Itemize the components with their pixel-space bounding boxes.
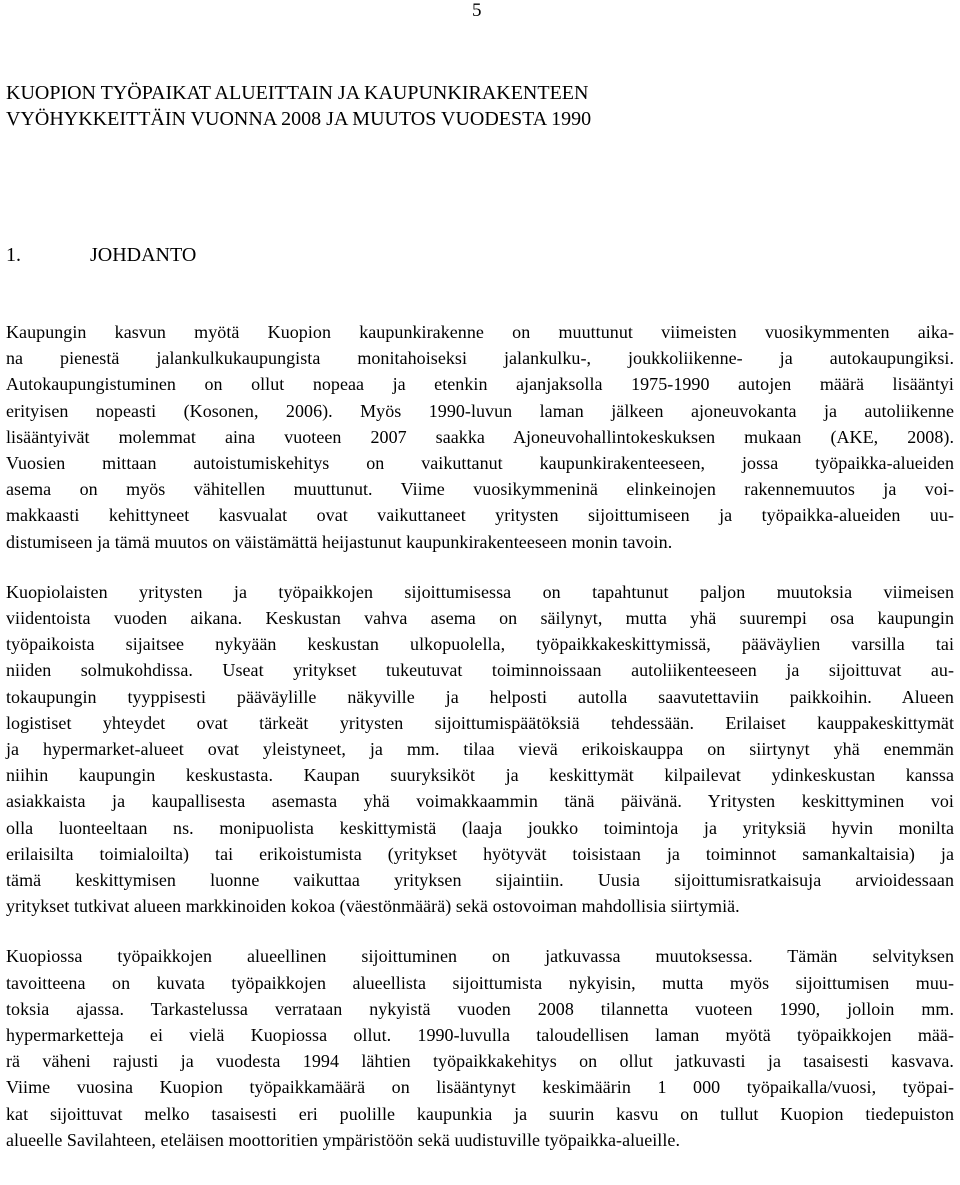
text-line: erilaisilta toimialoilta) tai erikoistumista (yritykset hyötyvät toisistaan ja toiminnot samankaltaisia) ja <box>6 843 954 864</box>
document-title <box>6 80 926 132</box>
text-line: toksia ajassa. Tarkastelussa verrataan nykyistä vuoden 2008 tilannetta vuoteen 1990, jolloin mm. <box>6 998 954 1019</box>
text-line: Viime vuosina Kuopion työpaikkamäärä on lisääntynyt keskimäärin 1 000 työpaikalla/vuosi, työpai- <box>6 1077 954 1098</box>
text-line: Kaupungin kasvun myötä Kuopion kaupunkirakenne on muuttunut viimeisten vuosikymmenten aika- <box>6 322 954 342</box>
text-line: makkaasti kehittyneet kasvualat ovat vaikuttaneet yritysten sijoittumiseen ja työpaikka-alueiden uu- <box>6 505 954 526</box>
text-line: lisääntyivät molemmat aina vuoteen 2007 saakka Ajoneuvohallintokeskuksen mukaan (AKE, 2008). <box>6 426 954 447</box>
text-line: kat sijoittuvat melko tasaisesti eri puolille kaupunkia ja suurin kasvu on tullut Kuopion tiedepuiston <box>6 1103 954 1124</box>
text-line: niiden solmukohdissa. Useat yritykset tukeutuvat toiminnoissaan autoliikenteeseen ja sijoittuvat au- <box>6 660 954 681</box>
text-line: distumiseen ja tämä muutos on väistämättä heijastunut kaupunkirakenteeseen monin tavoin. <box>6 531 673 552</box>
text-line: hypermarketteja ei vielä Kuopiossa ollut. 1990-luvulla taloudellisen laman myötä työpaikkojen mää- <box>6 1025 954 1046</box>
section-heading <box>6 242 196 268</box>
paragraph-1 <box>6 319 954 555</box>
text-line: asema on myös vähitellen muuttunut. Viime vuosikymmeninä elinkeinojen rakennemuutos ja voi- <box>6 479 954 500</box>
text-line: viidentoista vuoden aikana. Keskustan vahva asema on säilynyt, mutta yhä suurempi osa kaupungin <box>6 608 954 629</box>
text-line: Kuopiolaisten yritysten ja työpaikkojen sijoittumisessa on tapahtunut paljon muutoksia viimeisen <box>6 581 954 602</box>
text-line: asiakkaista ja kaupallisesta asemasta yhä voimakkaammin tänä päivänä. Yritysten keskittyminen voi <box>6 791 954 812</box>
text-line: tavoitteena on kuvata työpaikkojen alueellista sijoittumista nykyisin, mutta myös sijoittumisen muu- <box>6 972 954 993</box>
text-line: erityisen nopeasti (Kosonen, 2006). Myös 1990-luvun laman jälkeen ajoneuvokanta ja autoliikenne <box>6 400 954 421</box>
text-line: logistiset yhteydet ovat tärkeät yritysten sijoittumispäätöksiä tehdessään. Erilaiset kauppakeskittymät <box>6 712 954 733</box>
text-line: alueelle Savilahteen, eteläisen moottoritien ympäristöön sekä uudistuville työpaikka-alueille. <box>6 1129 681 1150</box>
text-line: Vuosien mittaan autoistumiskehitys on vaikuttanut kaupunkirakenteeseen, jossa työpaikka-alueiden <box>6 453 954 474</box>
text-line: tokaupungin tyyppisesti pääväylille näkyville ja helposti autolla saavutettaviin paikkoihin. Alueen <box>6 686 954 707</box>
text-line: Autokaupungistuminen on ollut nopeaa ja etenkin ajanjaksolla 1975-1990 autojen määrä lisääntyi <box>6 374 954 395</box>
text-line: olla luonteeltaan ns. monipuolista keskittymistä (laaja joukko toimintoja ja yrityksiä hyvin monilta <box>6 817 954 838</box>
text-line: na pienestä jalankulkukaupungista monitahoiseksi jalankulku-, joukkoliikenne- ja autokaupungiksi. <box>6 348 954 369</box>
text-line: Kuopiossa työpaikkojen alueellinen sijoittuminen on jatkuvassa muutoksessa. Tämän selvityksen <box>6 946 954 967</box>
text-line: ja hypermarket-alueet ovat yleistyneet, ja mm. tilaa vievä erikoiskauppa on siirtynyt yhä enemmän <box>6 739 954 760</box>
text-line: työpaikoista sijaitsee nykyään keskustan ulkopuolella, työpaikkakeskittymissä, pääväylien varsilla tai <box>6 634 954 655</box>
document-title-line: VYÖHYKKEITTÄIN VUONNA 2008 JA MUUTOS VUODESTA 1990 <box>6 108 592 130</box>
text-line: tämä keskittymisen luonne vaikuttaa yrityksen sijaintiin. Uusia sijoittumisratkaisuja arvioidessaan <box>6 870 954 891</box>
paragraph-2 <box>6 579 954 920</box>
paragraph-3 <box>6 943 954 1153</box>
text-line: niihin kaupungin keskustasta. Kaupan suuryksiköt ja keskittymät kilpailevat ydinkeskustan kanssa <box>6 765 954 786</box>
document-title-line: KUOPION TYÖPAIKAT ALUEITTAIN JA KAUPUNKIRAKENTEEN <box>6 82 589 104</box>
section-title: JOHDANTO <box>90 244 197 266</box>
text-line: yritykset tutkivat alueen markkinoiden kokoa (väestönmäärä) sekä ostovoiman mahdollisia siirtymiä. <box>6 896 740 917</box>
text-line: rä väheni rajusti ja vuodesta 1994 lähtien työpaikkakehitys on ollut jatkuvasti ja tasaisesti kasvava. <box>6 1051 954 1072</box>
section-number: 1. <box>6 244 21 266</box>
page-number: 5 <box>472 0 482 21</box>
document-body <box>6 319 954 1177</box>
